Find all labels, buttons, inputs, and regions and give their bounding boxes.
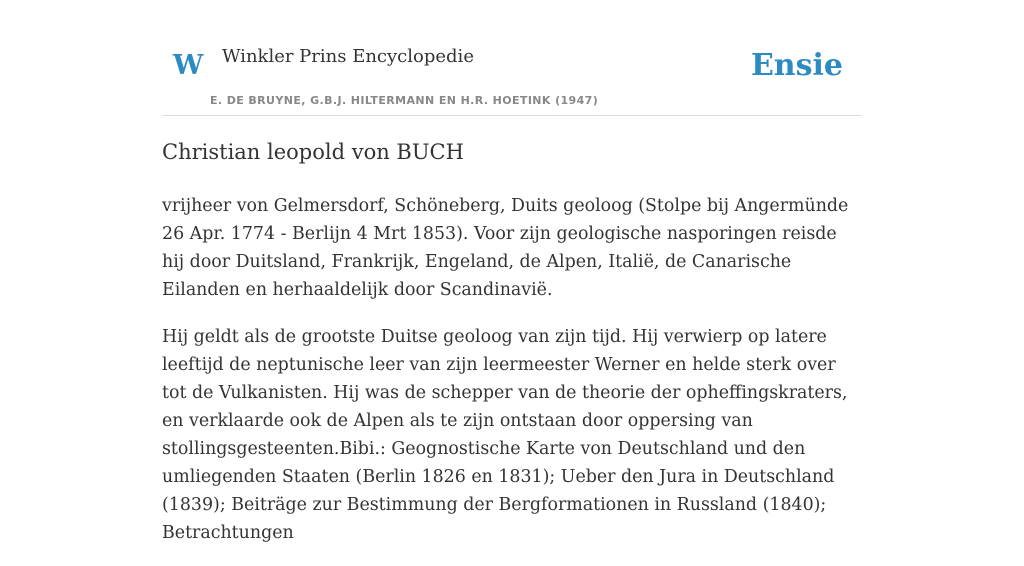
encyclopedia-header <box>162 0 862 116</box>
ensie-logo[interactable]: Ensie <box>750 48 843 83</box>
article-title: Christian leopold von BUCH <box>162 140 464 164</box>
article-paragraph: Hij geldt als de grootste Duitse geoloog van zijn tijd. Hij verwierp op latere leeftijd de neptunische leer van zijn leermeester Werner en helde sterk over tot de Vulkanisten. Hij was de schepper van de theorie der opheffingskraters, en verklaarde ook de Alpen als te zijn ontstaan door oppersing van stollingsgesteenten.Bibi.: Geognostische Karte von Deutschland und den umliegenden Staaten (Berlin 1826 en 1831); Ueber den Jura in Deutschland (1839); Beiträge zur Bestimmung der Bergformationen in Russland (1840); Betrachtungen <box>162 327 848 543</box>
winkler-prins-logo[interactable]: W <box>173 50 204 81</box>
article-paragraph: vrijheer von Gelmersdorf, Schöneberg, Duits geoloog (Stolpe bij Angermünde 26 Apr. 1774 - Berlijn 4 Mrt 1853). Voor zijn geologische nasporingen reisde hij door Duitsland, Frankrijk, Engeland, de Alpen, Italië, de Canarische Eilanden en herhaaldelijk door Scandinavië. <box>162 196 849 300</box>
publication-title[interactable]: Winkler Prins Encyclopedie <box>222 46 474 67</box>
article-body <box>162 192 862 566</box>
publication-authors: E. DE BRUYNE, G.B.J. HILTERMANN EN H.R. HOETINK (1947) <box>210 94 599 107</box>
